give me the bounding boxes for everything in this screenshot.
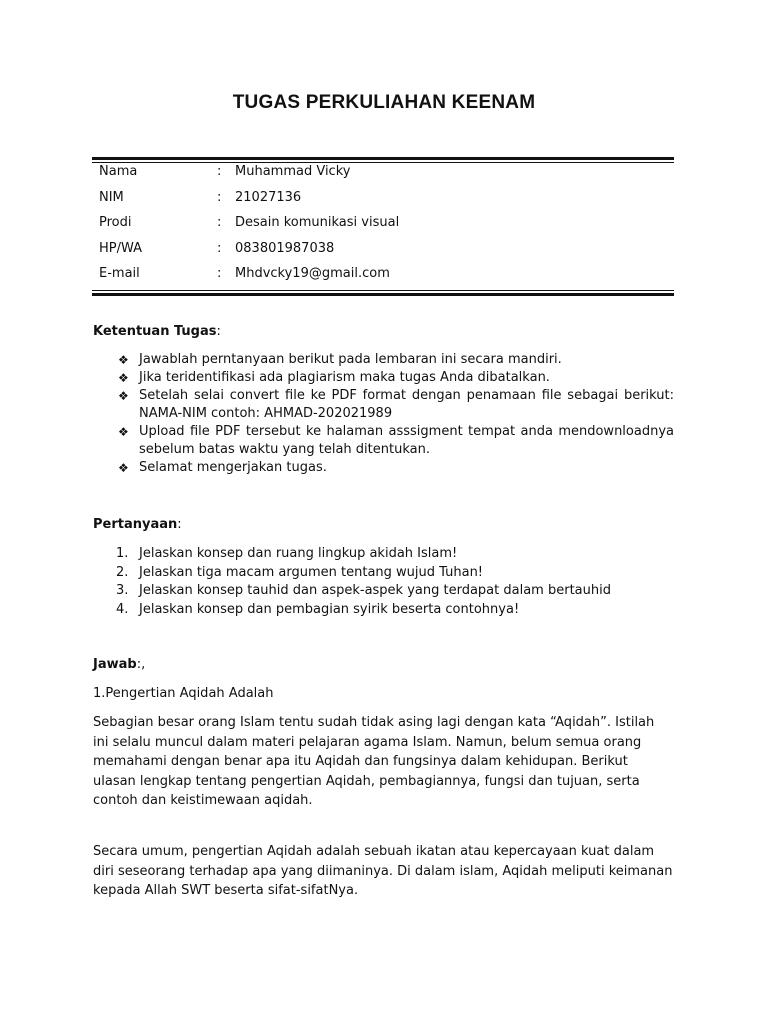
jawab-heading-suffix: :, <box>136 657 146 672</box>
list-item <box>118 387 674 423</box>
student-info-table <box>99 163 669 291</box>
diamond-bullet-icon: ❖ <box>118 353 129 367</box>
info-value: Muhammad Vicky <box>235 164 351 179</box>
list-item <box>118 369 674 387</box>
pertanyaan-list <box>116 545 676 619</box>
list-number: 1. <box>116 546 129 561</box>
jawab-heading <box>93 657 145 672</box>
pertanyaan-heading-text: Pertanyaan <box>93 517 178 532</box>
info-label: HP/WA <box>99 240 143 256</box>
document-title: TUGAS PERKULIAHAN KEENAM <box>232 92 536 113</box>
jawab-subheading: 1.Pengertian Aqidah Adalah <box>93 686 274 701</box>
info-colon: : <box>217 215 222 230</box>
info-row-hp-wa <box>99 240 669 266</box>
info-label: Prodi <box>99 215 132 230</box>
diamond-bullet-icon: ❖ <box>118 461 129 475</box>
info-row-email <box>99 265 669 291</box>
jawab-paragraph-2: Secara umum, pengertian Aqidah adalah sebuah ikatan atau kepercayaan kuat dalam diri seseorang terhadap apa yang diimaninya. Di dalam islam, Aqidah meliputi keimanan kepada Allah SWT beserta sifat-sifatNya. <box>93 844 673 898</box>
list-number: 3. <box>116 583 129 598</box>
list-item <box>116 564 676 583</box>
bottom-rule-thin <box>92 290 674 291</box>
pertanyaan-heading-colon: : <box>177 517 182 532</box>
jawab-heading-text: Jawab <box>93 657 137 672</box>
list-number: 2. <box>116 564 129 580</box>
info-colon: : <box>217 189 222 205</box>
pertanyaan-heading <box>93 517 182 532</box>
ketentuan-heading <box>93 324 221 339</box>
list-item <box>116 582 676 601</box>
info-colon: : <box>217 266 222 281</box>
list-item-text: Jelaskan tiga macam argumen tentang wujud Tuhan! <box>139 564 484 580</box>
info-label: NIM <box>99 189 124 205</box>
bottom-rule-thick <box>92 293 674 296</box>
info-label: E-mail <box>99 266 140 281</box>
info-colon: : <box>217 240 222 256</box>
list-item <box>118 459 674 477</box>
list-item-text: Setelah selai convert file ke PDF format dengan penamaan file sebagai berikut: NAMA-NIM contoh: AHMAD-202021989 <box>139 388 674 421</box>
info-label: Nama <box>99 164 138 179</box>
ketentuan-heading-text: Ketentuan Tugas <box>93 324 217 339</box>
ketentuan-heading-colon: : <box>216 324 221 339</box>
ketentuan-list <box>118 351 674 477</box>
list-item-text: Jelaskan konsep tauhid dan aspek-aspek yang terdapat dalam bertauhid <box>139 583 611 598</box>
list-item-text: Jika teridentifikasi ada plagiarism maka tugas Anda dibatalkan. <box>139 370 550 385</box>
list-item-text: Jawablah perntanyaan berikut pada lembaran ini secara mandiri. <box>139 352 562 367</box>
info-row-nim <box>99 189 669 215</box>
list-item <box>116 545 676 564</box>
info-value: 21027136 <box>235 189 302 205</box>
diamond-bullet-icon: ❖ <box>118 389 129 403</box>
list-item <box>116 601 676 620</box>
info-value: 083801987038 <box>235 240 335 256</box>
info-colon: : <box>217 164 222 179</box>
list-item <box>118 351 674 369</box>
info-value: Desain komunikasi visual <box>235 215 400 230</box>
list-item-text: Jelaskan konsep dan ruang lingkup akidah Islam! <box>139 546 458 561</box>
info-value: Mhdvcky19@gmail.com <box>235 266 390 281</box>
diamond-bullet-icon: ❖ <box>118 371 129 385</box>
list-item <box>118 423 674 459</box>
info-row-nama <box>99 163 669 189</box>
info-row-prodi <box>99 214 669 240</box>
list-item-text: Selamat mengerjakan tugas. <box>139 460 327 475</box>
jawab-paragraph-1: Sebagian besar orang Islam tentu sudah tidak asing lagi dengan kata “Aqidah”. Istilah ini selalu muncul dalam materi pelajaran agama Islam. Namun, belum semua orang memahami dengan benar apa itu Aqidah dan fungsinya dalam kehidupan. Berikut ulasan lengkap tentang pengertian Aqidah, pembagiannya, fungsi dan tujuan, serta contoh dan keistimewaan aqidah. <box>93 715 655 808</box>
list-item-text: Jelaskan konsep dan pembagian syirik beserta contohnya! <box>139 601 520 617</box>
list-number: 4. <box>116 601 129 617</box>
diamond-bullet-icon: ❖ <box>118 425 129 439</box>
list-item-text: Upload file PDF tersebut ke halaman asssigment tempat anda mendownloadnya sebelum batas waktu yang telah ditentukan. <box>139 424 674 457</box>
top-rule-thick <box>92 157 674 160</box>
